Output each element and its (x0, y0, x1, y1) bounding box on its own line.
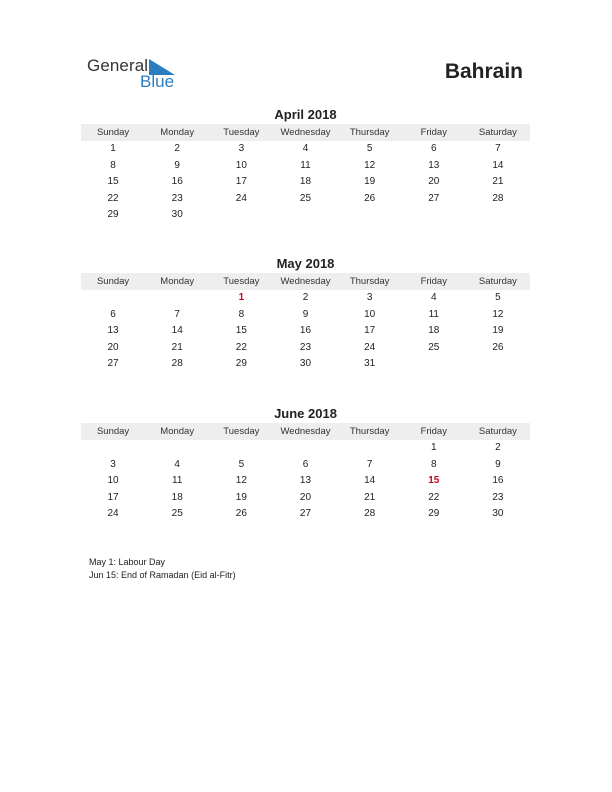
day-cell: 6 (430, 143, 437, 154)
week-row (81, 490, 530, 507)
day-cell: 8 (110, 159, 116, 171)
day-cell: 2 (302, 292, 309, 303)
month-title: April 2018 (274, 107, 337, 122)
day-cell: 7 (495, 143, 501, 154)
day-cell: 24 (107, 508, 119, 520)
day-cell: 24 (364, 341, 376, 353)
day-cell: 29 (235, 358, 247, 370)
empty-day-cell (338, 207, 402, 224)
holiday-note: May 1: Labour Day (89, 557, 166, 567)
day-cell: 15 (107, 176, 119, 188)
day-cell: 9 (174, 159, 180, 171)
empty-day-cell (145, 440, 209, 457)
weekday-monday: Monday (160, 127, 195, 138)
day-cell: 12 (235, 475, 247, 487)
month-june (81, 406, 530, 523)
week-row (81, 307, 530, 324)
week-row (81, 158, 530, 175)
day-cell: 12 (492, 308, 504, 320)
empty-day-cell (466, 207, 530, 224)
weekday-saturday: Saturday (478, 426, 517, 437)
day-cell: 17 (107, 491, 119, 503)
week-row (81, 440, 530, 457)
day-cell: 21 (364, 491, 376, 503)
day-cell: 26 (492, 341, 504, 353)
week-row (81, 356, 530, 373)
day-cell: 7 (366, 458, 373, 470)
weekday-sunday: Sunday (96, 127, 130, 138)
weekday-friday: Friday (420, 276, 447, 287)
day-cell: 25 (171, 508, 183, 520)
weekday-monday: Monday (160, 276, 195, 287)
day-cell: 7 (174, 308, 180, 320)
day-cell: 10 (235, 159, 247, 171)
weekday-thursday: Thursday (349, 127, 390, 138)
day-cell: 19 (492, 325, 504, 337)
day-cell: 3 (238, 143, 245, 154)
day-cell: 21 (171, 341, 183, 353)
day-cell: 22 (107, 192, 119, 204)
weekday-thursday: Thursday (349, 276, 390, 287)
logo (87, 56, 187, 92)
day-cell: 27 (107, 358, 119, 370)
weekday-sunday: Sunday (96, 426, 130, 437)
weekday-header (81, 124, 530, 141)
day-cell: 17 (364, 325, 376, 337)
day-cell: 25 (428, 341, 440, 353)
day-cell: 28 (492, 192, 504, 204)
day-cell: 15 (235, 325, 247, 337)
month-title: May 2018 (276, 256, 335, 271)
empty-day-cell (338, 440, 402, 457)
weekday-sunday: Sunday (96, 276, 130, 287)
day-cell: 2 (174, 143, 180, 154)
weekday-header (81, 423, 530, 440)
day-cell: 3 (366, 292, 373, 303)
month-grid (81, 141, 530, 224)
week-row (81, 457, 530, 474)
day-cell: 16 (299, 325, 312, 337)
day-cell: 17 (235, 176, 247, 188)
day-cell: 22 (235, 341, 247, 353)
day-cell: 22 (428, 491, 440, 503)
day-cell: 20 (299, 491, 312, 503)
day-cell: 14 (171, 325, 183, 337)
day-cell: 5 (366, 143, 373, 154)
day-cell: 11 (172, 475, 183, 487)
month-grid (81, 440, 530, 523)
day-cell: 14 (492, 159, 504, 171)
day-cell: 23 (299, 341, 312, 353)
weekday-friday: Friday (420, 426, 447, 437)
empty-day-cell (466, 356, 530, 373)
day-cell: 18 (428, 325, 440, 337)
weekday-saturday: Saturday (478, 276, 517, 287)
week-row (81, 506, 530, 523)
day-cell: 2 (495, 442, 501, 453)
month-title: June 2018 (274, 406, 337, 421)
empty-day-cell (209, 440, 273, 457)
day-cell: 25 (299, 192, 312, 204)
day-cell: 13 (428, 159, 440, 171)
day-cell: 19 (235, 491, 247, 503)
day-cell: 13 (299, 475, 312, 487)
logo-blue-text: Blue (140, 72, 175, 91)
day-cell: 8 (238, 308, 245, 320)
day-cell: 9 (495, 458, 501, 470)
weekday-monday: Monday (160, 426, 195, 437)
day-cell: 3 (110, 458, 116, 470)
day-cell: 30 (171, 209, 183, 221)
day-cell: 13 (107, 325, 119, 337)
day-cell: 12 (364, 159, 376, 171)
logo-general-text: General (87, 56, 149, 75)
day-cell: 26 (235, 508, 247, 520)
day-cell: 20 (428, 176, 440, 188)
day-cell: 26 (364, 192, 376, 204)
weekday-tuesday: Tuesday (223, 426, 260, 437)
day-cell: 5 (495, 292, 501, 303)
week-row (81, 191, 530, 208)
day-cell: 4 (302, 143, 309, 154)
day-cell-holiday: 15 (428, 475, 440, 487)
day-cell: 1 (110, 143, 116, 154)
holiday-note: Jun 15: End of Ramadan (Eid al-Fitr) (89, 570, 236, 580)
day-cell: 21 (492, 176, 504, 188)
day-cell: 5 (238, 458, 245, 470)
holiday-notes (89, 556, 236, 582)
day-cell: 27 (428, 192, 440, 204)
day-cell: 31 (364, 358, 376, 370)
empty-day-cell (273, 440, 337, 457)
week-row (81, 174, 530, 191)
week-row (81, 340, 530, 357)
weekday-header (81, 273, 530, 290)
weekday-friday: Friday (420, 127, 447, 138)
day-cell: 30 (492, 508, 504, 520)
weekday-wednesday: Wednesday (280, 127, 331, 138)
week-row (81, 323, 530, 340)
day-cell: 29 (428, 508, 440, 520)
day-cell: 10 (107, 475, 119, 487)
day-cell: 18 (299, 176, 312, 188)
empty-day-cell (81, 440, 145, 457)
day-cell: 20 (107, 341, 119, 353)
month-may (81, 256, 530, 373)
day-cell: 4 (430, 292, 437, 303)
weekday-wednesday: Wednesday (280, 276, 331, 287)
day-cell: 14 (364, 475, 376, 487)
country-title: Bahrain (444, 60, 523, 83)
day-cell: 24 (235, 192, 247, 204)
day-cell: 10 (364, 308, 376, 320)
empty-day-cell (402, 207, 466, 224)
week-row (81, 141, 530, 158)
week-row (81, 473, 530, 490)
day-cell: 30 (299, 358, 312, 370)
day-cell: 11 (300, 159, 311, 171)
weekday-tuesday: Tuesday (223, 276, 260, 287)
day-cell: 8 (430, 458, 437, 470)
week-row (81, 207, 530, 224)
weekday-wednesday: Wednesday (280, 426, 331, 437)
month-april (81, 107, 530, 224)
day-cell: 9 (302, 308, 309, 320)
day-cell: 18 (171, 491, 183, 503)
empty-day-cell (209, 207, 273, 224)
weekday-saturday: Saturday (478, 127, 517, 138)
day-cell: 19 (364, 176, 376, 188)
weekday-thursday: Thursday (349, 426, 390, 437)
week-row (81, 290, 530, 307)
empty-day-cell (145, 290, 209, 307)
empty-day-cell (402, 356, 466, 373)
day-cell: 27 (299, 508, 312, 520)
weekday-tuesday: Tuesday (223, 127, 260, 138)
day-cell: 28 (364, 508, 376, 520)
day-cell-holiday: 1 (238, 292, 245, 303)
day-cell: 28 (171, 358, 183, 370)
day-cell: 11 (428, 308, 439, 320)
day-cell: 16 (171, 176, 183, 188)
day-cell: 23 (171, 192, 183, 204)
empty-day-cell (273, 207, 337, 224)
day-cell: 4 (174, 458, 180, 470)
day-cell: 23 (492, 491, 504, 503)
empty-day-cell (81, 290, 145, 307)
day-cell: 6 (110, 308, 116, 320)
day-cell: 29 (107, 209, 119, 221)
month-grid (81, 290, 530, 373)
day-cell: 16 (492, 475, 504, 487)
day-cell: 1 (430, 442, 437, 453)
day-cell: 6 (302, 458, 309, 470)
